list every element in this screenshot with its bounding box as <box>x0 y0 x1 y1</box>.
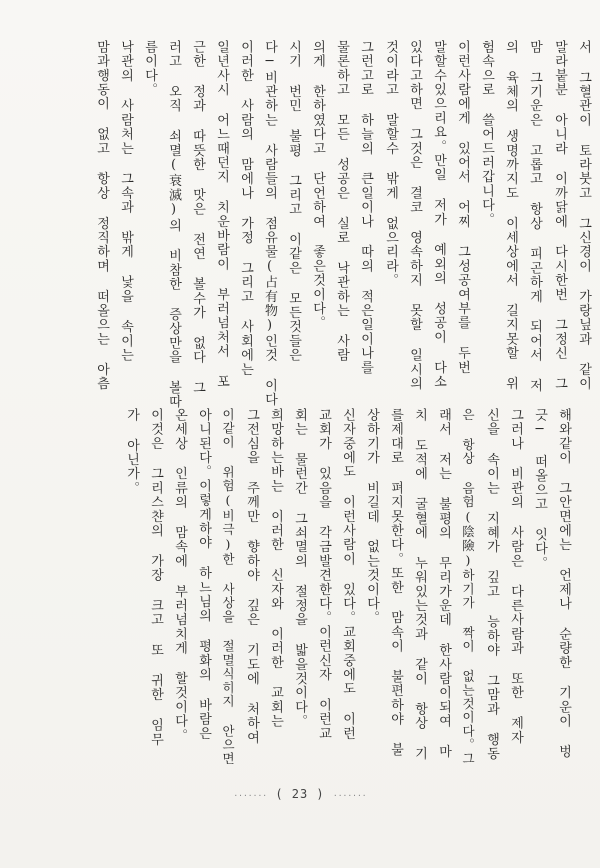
text-column: 상하기가 비길데 없는것이다。 <box>364 408 379 625</box>
text-column: 교회가 있음을 각금발견한다。이런신자 이런교 <box>316 408 331 741</box>
text-column: 그런고로 하늘의 큰일이나 따의 적은일이나를 <box>358 40 373 375</box>
text-column: 신자중에도 이런사람이 있다。교회중에도 이런 <box>340 408 355 741</box>
text-column: 말라붙분 아니라 이까닭에 다시한번 그정신 그 <box>552 40 567 391</box>
text-column: 그전심을 주께만 향하야 깊은 기도에 처하여 <box>244 408 259 745</box>
text-column: 의 육체의 생명까지도 이세상에서 길지못할 위 <box>503 40 518 391</box>
text-column: 회는 물런간 그쇠멸의 절정을 밟을것이다。 <box>292 408 307 729</box>
text-column: 이것은 그리스챤의 가장 크고 또 귀한 임무 <box>148 408 163 747</box>
text-column: 다─비관하는 사람들의 점유물(占有物)인것 이다 <box>262 40 277 407</box>
page-number: ······· ( 23 ) ······· <box>233 787 367 801</box>
text-column: 신을 속이는 지혜가 깊고 능하야 그맘과 행동 <box>484 408 499 761</box>
text-column: 의게 한하였다고 단언하여 좋은것이다。 <box>310 40 325 330</box>
text-column: 를제대로 펴지못한다。또한 맘속이 불편하야 불 <box>388 408 403 757</box>
page-number-text: ( 23 ) <box>275 787 325 801</box>
text-column: 이러한 사람의 맘에나 가정 그리고 사회에는 <box>238 40 253 377</box>
text-column: 름이다。 <box>142 40 157 97</box>
text-column: 해와같이 그안면에는 언제나 순량한 기운이 벙 <box>556 408 571 759</box>
text-column: 말할수있으리요。만일 저가 예외의 성공이 다소 <box>431 40 446 389</box>
text-column: 시기 번민 불평 그리고 이같은 모든것들은 <box>286 40 301 363</box>
text-column: 험속으로 쓸어드러갑니다。 <box>479 40 494 227</box>
text-column: 치 도적에 굴혈에 누워있는것과 같이 항상 기 <box>412 408 427 761</box>
text-column: 맘과행동이 없고 항상 정직하며 떠올으는 아츰 <box>94 40 109 391</box>
text-column: 서 그혈관이 토라붓고 그신경이 가랑닢과 같이 <box>576 40 591 391</box>
text-column: 가 아닌가。 <box>124 408 139 496</box>
text-column: 이런사람에게 있어서 어찌 그성공여부를 두번 <box>455 40 470 375</box>
text-column: 아니된다。이렇게하야 하느님의 평화의 바람은 <box>196 408 211 741</box>
text-column: 일년사시 어느때던지 치운바람이 부러넘처서 포 <box>214 40 229 389</box>
text-column: 은 항상 음험(陰險)하기가 짝이 없는것이다。그 <box>460 408 476 766</box>
text-column: 물론하고 모든 성공은 실로 낙관하는 사람 <box>334 40 349 363</box>
text-column: 긋─ 떠올으고 잇다。 <box>532 408 547 571</box>
text-column: 근한 정과 따뜻한 맛은 전연 볼수가 없다 그 <box>190 40 205 395</box>
text-column: 희망하는바는 이러한 신자와 이러한 교회는 <box>268 408 283 729</box>
text-column: 온세상 인류의 맘속에 부러넘치게 할것이다。 <box>172 408 187 743</box>
text-column: 러고 오직 쇠멸(衰滅)의 비참한 증상만을 볼따 <box>166 40 181 409</box>
text-column: 이같이 위험(비극)한 사상을 절멸식히지 안으면 <box>220 408 236 766</box>
text-column: 낙관의 사람처는 그속과 밖게 낯을 속이는 <box>118 40 133 363</box>
text-column: 래서 저는 불평의 무리가운데 한사람이되여 마 <box>436 408 451 759</box>
text-column: 맘 그기운은 고롭고 항상 피곤하게 되어서 저 <box>527 40 542 393</box>
text-column: 그러나 비관의 사람은 다른사람과 또한 제자 <box>508 408 523 745</box>
text-column: 있다고하면 그것은 결코 영속하지 못할 일시의 <box>407 40 422 391</box>
text-column: 것이라고 말할수 밖게 없으리라。 <box>383 40 398 288</box>
